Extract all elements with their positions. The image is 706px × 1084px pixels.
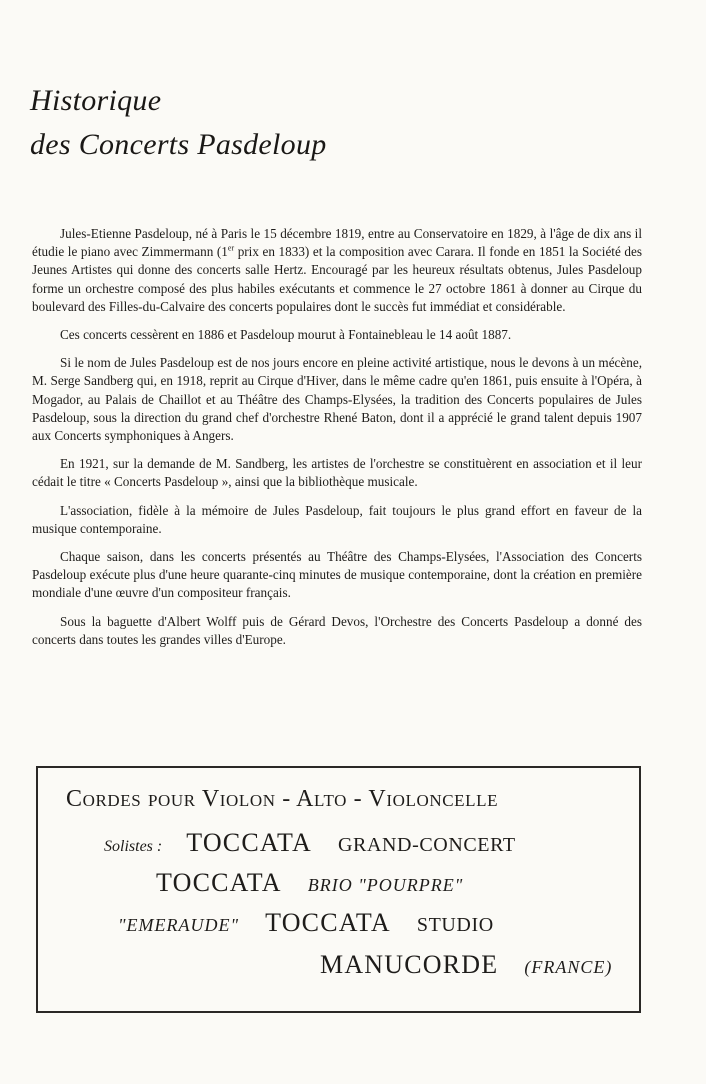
- brio-pourpre-label: BRIO "POURPRE": [307, 875, 464, 895]
- page-title-line-2: des Concerts Pasdeloup: [30, 128, 327, 161]
- history-text: [32, 225, 642, 659]
- strings-advertisement: [36, 766, 641, 1013]
- toccata-brand: TOCCATA: [265, 908, 391, 937]
- paragraph-1-part-b: prix en 1833) et la composition avec Carara. Il fonde en 1851 la Société des Jeunes Artistes qui donne des concerts salle Hertz. Encouragé par les heureux résultats obtenus, Jules Pasdeloup forme un orchestre composé des plus habiles exécutants et commence le 27 octobre 1861 à donner au Cirque du boulevard des Filles-du-Calvaire des concerts populaires dont le succès fut immédiat et considérable.: [32, 244, 642, 314]
- toccata-brand: TOCCATA: [186, 828, 312, 857]
- paragraph-5: L'association, fidèle à la mémoire de Jules Pasdeloup, fait toujours le plus grand effort en faveur de la musique contemporaine.: [32, 502, 642, 536]
- ad-headline: Cordes pour Violon - Alto - Violoncelle: [66, 786, 499, 812]
- solistes-label: Solistes :: [104, 838, 163, 855]
- paragraph-3: Si le nom de Jules Pasdeloup est de nos jours encore en pleine activité artistique, nous le devons à un mécène, M. Serge Sandberg qui, en 1918, reprit au Cirque d'Hiver, dans le même cadre qu'en 1861, puis ensuite à l'Opéra, à Mogador, au Palais de Chaillot et au Théâtre des Champs-Elysées, la tradition des Concerts populaires de Jules Pasdeloup, sous la direction du grand chef d'orchestre Rhené Baton, dont il a apprécié le grand talent depuis 1907 aux Concerts symphoniques à Angers.: [32, 355, 642, 444]
- paragraph-4: En 1921, sur la demande de M. Sandberg, les artistes de l'orchestre se constituèrent en association et il leur cédait le titre « Concerts Pasdeloup », ainsi que la bibliothèque musicale.: [32, 456, 642, 490]
- manucorde-brand: MANUCORDE: [320, 950, 499, 979]
- ordinal-superscript: er: [227, 243, 235, 253]
- paragraph-6: Chaque saison, dans les concerts présentés au Théâtre des Champs-Elysées, l'Association des Concerts Pasdeloup exécute plus d'une heure quarante-cinq minutes de musique contemporaine, dont la création en première mondiale d'une œuvre d'un compositeur français.: [32, 549, 642, 601]
- ad-line-manucorde: [320, 950, 612, 980]
- ad-line-solistes: [104, 828, 516, 858]
- toccata-brand: TOCCATA: [156, 868, 282, 897]
- ad-line-studio: [118, 908, 494, 938]
- grand-concert-label: GRAND-CONCERT: [337, 834, 516, 856]
- emeraude-label: "EMERAUDE": [118, 915, 240, 935]
- france-label: (FRANCE): [524, 957, 613, 977]
- paragraph-1: [32, 225, 642, 316]
- paragraph-7: Sous la baguette d'Albert Wolff puis de Gérard Devos, l'Orchestre des Concerts Pasdeloup a donné des concerts dans toutes les grandes villes d'Europe.: [32, 613, 642, 647]
- studio-label: STUDIO: [416, 914, 494, 936]
- paragraph-1-part-a: Jules-Etienne Pasdeloup, né à Paris le 15 décembre 1819, entre au Conservatoire en 1829, à l'âge de dix ans il étudie le piano avec Zimmermann (1: [32, 226, 642, 260]
- page-title-line-1: Historique: [30, 84, 162, 117]
- ad-line-brio: [156, 868, 463, 898]
- paragraph-2: Ces concerts cessèrent en 1886 et Pasdeloup mourut à Fontainebleau le 14 août 1887.: [60, 327, 512, 343]
